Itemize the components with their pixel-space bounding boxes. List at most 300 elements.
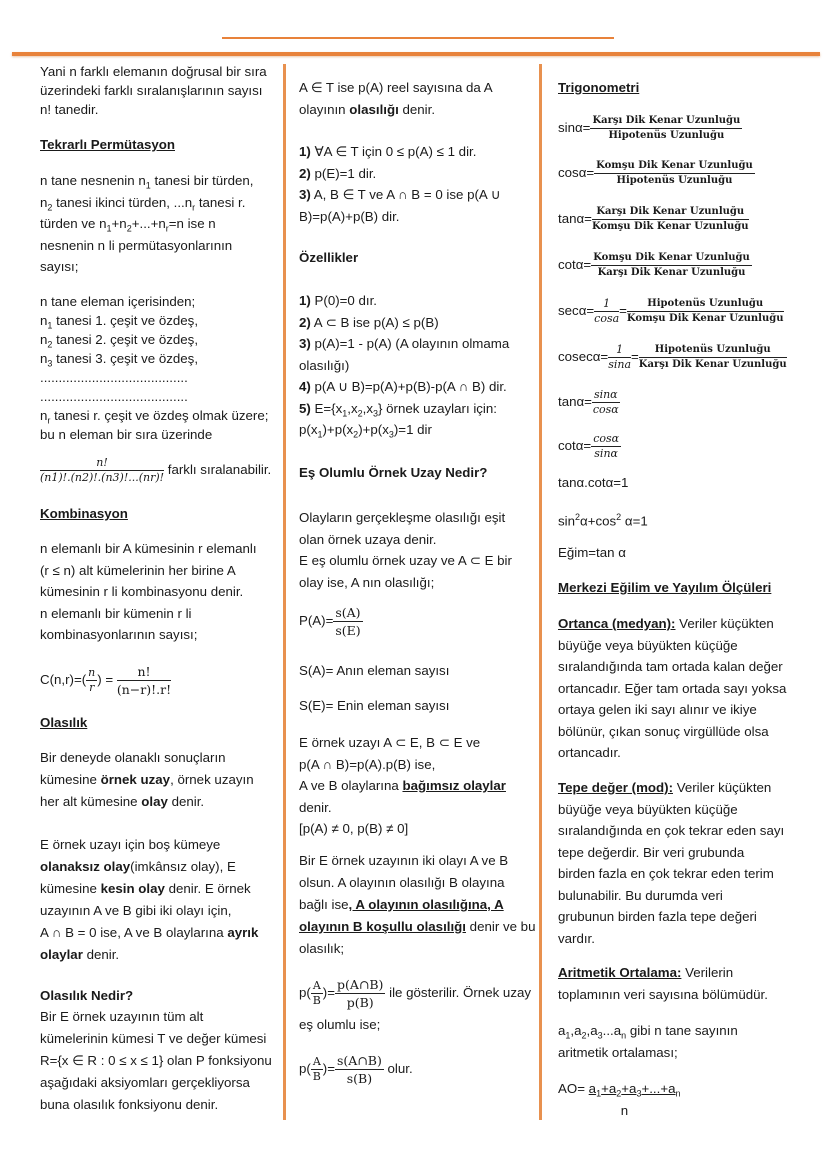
- bold-text: olay: [141, 794, 168, 809]
- text-run: olay ise, A nın olasılığı;: [299, 574, 435, 590]
- fraction-numerator: Komşu Dik Kenar Uzunluğu: [594, 159, 755, 174]
- text-run: p(E)=1 dir.: [310, 165, 377, 181]
- subscript: 1: [145, 180, 151, 191]
- text-line: [299, 99, 543, 121]
- text-run: Yani n farklı elemanın doğrusal bir sıra: [40, 64, 267, 79]
- text-run: n: [40, 194, 48, 210]
- text-run: bağlı ise: [299, 897, 349, 912]
- text-run: ile gösterilir. Örnek uzay: [385, 985, 532, 1000]
- fraction-denominator: (n−r)!.r!: [116, 681, 172, 697]
- axioms-list: [299, 141, 543, 227]
- bold-text: Ortanca (medyan):: [558, 616, 676, 631]
- fraction-numerator: A: [312, 1054, 321, 1068]
- subscript: 1: [596, 1088, 602, 1099]
- text-line: [299, 529, 543, 551]
- text-run: sin: [558, 513, 575, 529]
- text-run: denir.: [299, 799, 332, 815]
- text-run: bulunabilir. Bu durumda veri: [558, 887, 723, 903]
- bold-text: olanaksız olay: [40, 859, 131, 874]
- pa-formula: [299, 603, 543, 639]
- cos-formula: [558, 155, 820, 191]
- fraction-numerator: s(A): [335, 604, 361, 620]
- sa-definition: [299, 660, 543, 682]
- fraction-numerator: cosα: [593, 431, 620, 445]
- text-run: =: [619, 303, 627, 318]
- text-line: [299, 818, 543, 840]
- text-line: [558, 962, 820, 984]
- text-line: [40, 747, 284, 769]
- tan-formula: [558, 201, 820, 237]
- text-run: olasılık;: [299, 941, 345, 956]
- text-run: +...+n: [131, 216, 166, 231]
- text-run: (imkânsız olay), E: [130, 859, 236, 874]
- text-run: denir. E örnek: [164, 881, 251, 896]
- text-line: [40, 100, 284, 119]
- bold-text: Özellikler: [299, 250, 359, 265]
- text-run: A, B ∈ T ve A ∩ B = 0 ise p(A ∪: [310, 187, 501, 202]
- fraction-denominator: sinα: [594, 446, 618, 460]
- fraction: [592, 388, 620, 417]
- text-run: kombinasyonlarının sayısı;: [40, 627, 198, 642]
- text-run: birden fazla en çok tekrar eden terim: [558, 866, 774, 881]
- fraction-denominator: Karşı Dik Kenar Uzunluğu: [597, 266, 746, 278]
- text-line: [558, 906, 820, 928]
- text-run: sayısı;: [40, 259, 79, 274]
- text-run: tanα.cotα=1: [558, 475, 629, 490]
- median-text: [558, 613, 820, 764]
- formula-line: [558, 247, 820, 283]
- header-rule-short: [222, 37, 614, 39]
- bold-text: Merkezi Eğilim ve Yayılım Ölçüleri: [558, 580, 772, 595]
- subscript: n: [621, 1030, 627, 1041]
- text-run: cotα=: [558, 257, 592, 272]
- text-line: [40, 900, 284, 922]
- text-run: olur.: [383, 1061, 413, 1076]
- text-run: +...+a: [641, 1081, 676, 1096]
- subscript: 2: [126, 223, 132, 234]
- fraction-denominator: cosa: [594, 311, 620, 325]
- text-run: toplamının veri sayısına bölümüdür.: [558, 987, 768, 1002]
- text-run: +a: [621, 1081, 637, 1096]
- text-line: [40, 878, 284, 900]
- text-line: [40, 387, 284, 406]
- text-run: secα=: [558, 303, 595, 318]
- equally-likely-note: [299, 1014, 543, 1036]
- formula-line: [558, 293, 820, 329]
- subscript: 2: [581, 1030, 587, 1041]
- text-run: n: [40, 332, 48, 347]
- text-run: A ve B olaylarına: [299, 778, 403, 793]
- text-run: p(: [299, 1061, 311, 1076]
- text-run: Eğim=tan α: [558, 545, 626, 560]
- text-run: B)=p(A)+p(B) dir.: [299, 208, 400, 224]
- bold-text: 3): [299, 336, 311, 351]
- fraction-numerator: n!: [117, 663, 171, 681]
- text-line: [558, 678, 820, 700]
- text-run: gibi n tane sayının: [626, 1023, 738, 1038]
- text-run: tanesi 3. çeşit ve özdeş,: [52, 351, 199, 366]
- text-line: [558, 77, 820, 99]
- text-line: [40, 1028, 284, 1050]
- text-line: [40, 1094, 284, 1116]
- subscript: 2: [47, 339, 53, 350]
- text-run: n: [40, 351, 48, 366]
- text-run: C(n,r)=(: [40, 672, 87, 687]
- probability-real-number: [299, 77, 543, 121]
- text-line: [299, 184, 543, 206]
- bold-text: 2): [299, 314, 311, 330]
- text-run: ,x: [362, 400, 373, 416]
- text-run: olan örnek uzaya denir.: [299, 531, 437, 547]
- text-run: )+p(x: [358, 422, 389, 437]
- text-line: [40, 235, 284, 257]
- fraction-denominator: B: [312, 1069, 321, 1083]
- subscript: 2: [353, 429, 359, 440]
- text-run: olsun. A olayının olasılığı B olayına: [299, 875, 505, 890]
- formula-line: [558, 339, 820, 375]
- pythagorean-identity: [558, 507, 820, 529]
- text-run: a: [588, 1081, 597, 1096]
- fraction: [591, 432, 621, 461]
- text-run: cosα=: [558, 165, 595, 180]
- bold-text: 5): [299, 400, 311, 416]
- text-line: [40, 856, 284, 878]
- text-line: [40, 81, 284, 100]
- text-line: [299, 141, 543, 163]
- text-line: [558, 577, 820, 599]
- text-line: [299, 419, 543, 441]
- text-line: [558, 656, 820, 678]
- text-line: [40, 944, 284, 966]
- text-line: [299, 376, 543, 398]
- text-run: S(A)= Anın eleman sayısı: [299, 663, 450, 678]
- text-line: [558, 613, 820, 635]
- subscript: 2: [47, 202, 53, 213]
- mean-formula: [558, 1078, 820, 1121]
- arithmetic-mean-text: [558, 962, 820, 1006]
- fraction-denominator: Komşu Dik Kenar Uzunluğu: [626, 312, 784, 324]
- text-run: uzayının A ve B gibi iki olayı için,: [40, 903, 232, 918]
- mode-text: [558, 777, 820, 949]
- probability-definition: [40, 1006, 284, 1116]
- cosec-formula: [558, 339, 820, 375]
- text-line: [40, 425, 284, 444]
- text-run: ........................................: [40, 389, 188, 404]
- conditional-formula: [299, 975, 543, 1011]
- text-run: [p(A) ≠ 0, p(B) ≠ 0]: [299, 821, 409, 836]
- text-line: [299, 312, 543, 334]
- tan-cot-identity: [558, 472, 820, 494]
- text-line: [558, 820, 820, 842]
- text-line: [40, 349, 284, 368]
- text-run: tanesi bir türden,: [150, 173, 254, 188]
- fraction-denominator: s(E): [335, 622, 361, 638]
- fraction-denominator: p(B): [346, 994, 374, 1010]
- text-line: [299, 1014, 543, 1036]
- text-run: tanesi ikinci türden, ...n: [52, 194, 193, 210]
- text-run: +n: [111, 216, 127, 231]
- text-line: [558, 1020, 820, 1042]
- text-line: [299, 398, 543, 420]
- events-text: [40, 834, 284, 966]
- bold-text: 1): [299, 144, 311, 159]
- text-run: denir.: [398, 102, 436, 117]
- fraction-denominator: sina: [608, 357, 632, 371]
- text-line: [40, 624, 284, 646]
- text-line: [299, 355, 543, 377]
- text-run: =: [631, 349, 639, 364]
- text-line: [40, 1072, 284, 1094]
- text-run: n: [558, 1102, 629, 1118]
- fraction-denominator: Karşı Dik Kenar Uzunluğu: [638, 358, 787, 370]
- fraction-numerator: Komşu Dik Kenar Uzunluğu: [591, 251, 752, 266]
- permutation-formula: [40, 452, 284, 488]
- text-run: ,x: [347, 400, 358, 416]
- formula-line: [299, 603, 543, 639]
- fraction: [639, 343, 787, 372]
- text-run: E örnek uzayı için boş kümeye: [40, 837, 221, 852]
- text-line: [299, 572, 543, 594]
- text-run: )=1 dir: [393, 422, 432, 437]
- fraction-numerator: p(A∩B): [336, 976, 384, 992]
- fraction-numerator: sinα: [593, 387, 618, 401]
- fraction-numerator: 1: [608, 343, 631, 358]
- bold-text: Aritmetik Ortalama:: [558, 965, 682, 980]
- fraction: [86, 666, 97, 695]
- text-run: Veriler küçükten: [675, 616, 774, 631]
- text-run: büyüğe veya büyükten küçüğe: [558, 637, 738, 653]
- fraction-denominator: cosα: [592, 402, 619, 416]
- formula-line: [40, 662, 284, 698]
- text-line: [558, 799, 820, 821]
- text-run: S(E)= Enin eleman sayısı: [299, 698, 450, 713]
- text-run: AO=: [558, 1081, 589, 1096]
- independent-events-text: [299, 732, 543, 840]
- fraction-denominator: r: [89, 680, 95, 694]
- text-run: türden ve n: [40, 216, 107, 231]
- text-run: )+p(x: [322, 422, 354, 437]
- text-run: farklı sıralanabilir.: [164, 462, 272, 477]
- text-run: Verilerin: [681, 965, 734, 980]
- text-run: cosecα=: [558, 349, 609, 364]
- subscript: 1: [317, 429, 323, 440]
- bold-text: Kombinasyon: [40, 506, 128, 521]
- bold-text: Eş Olumlu Örnek Uzay Nedir?: [299, 465, 488, 480]
- subscript: 1: [106, 223, 112, 234]
- text-run: p(: [299, 985, 311, 1000]
- text-run: R={x ∈ R : 0 ≤ x ≤ 1} olan P fonksiyonu: [40, 1053, 272, 1068]
- text-line: [299, 732, 543, 754]
- subscript: 2: [616, 1088, 622, 1099]
- text-line: [40, 503, 284, 525]
- text-line: [40, 62, 284, 81]
- text-line: [299, 333, 543, 355]
- text-run: kümesine: [40, 881, 101, 896]
- text-line: [299, 206, 543, 228]
- text-run: ,a: [570, 1023, 582, 1038]
- text-run: sıralandığında en çok tekrar eden sayı: [558, 823, 785, 838]
- fraction: [333, 604, 362, 639]
- tan-ratio-formula: [558, 384, 820, 420]
- text-line: [558, 472, 820, 494]
- heading-kombinasyon: [40, 503, 284, 525]
- permutation-intro: [40, 62, 284, 119]
- subscript: 3: [47, 358, 53, 369]
- text-line: [558, 742, 820, 764]
- text-run: ,a: [586, 1023, 598, 1038]
- text-line: [40, 134, 284, 156]
- text-run: )=: [322, 1061, 335, 1076]
- text-run: , örnek uzayın: [170, 772, 254, 787]
- subscript: 2: [357, 408, 363, 419]
- text-run: Bir E örnek uzayının tüm alt: [40, 1009, 204, 1024]
- fraction-denominator: B: [312, 993, 321, 1007]
- text-line: [40, 311, 284, 330]
- bold-text: örnek uzay: [100, 772, 171, 787]
- text-run: olayının: [299, 102, 350, 117]
- text-line: [40, 1006, 284, 1028]
- text-line: [558, 842, 820, 864]
- formula-line: [558, 201, 820, 237]
- fraction-denominator: Komşu Dik Kenar Uzunluğu: [591, 220, 749, 232]
- text-run: olasılığı): [299, 357, 350, 373]
- text-run: ortaya gelen iki sayı alınır ve ikiye: [558, 702, 757, 717]
- heading-ozellikler: [299, 247, 543, 269]
- text-run: p(A)=1 - p(A) (A olayının olmama: [310, 336, 510, 351]
- text-run: α=1: [621, 513, 648, 529]
- fraction: [117, 663, 171, 698]
- fraction-denominator: Hipotenüs Uzunluğu: [608, 129, 725, 141]
- text-run: eş olumlu ise;: [299, 1017, 381, 1032]
- se-definition: [299, 695, 543, 717]
- text-run: denir ve bu: [465, 919, 536, 934]
- text-run: n elemanlı bir A kümesinin r elemanlı: [40, 541, 257, 556]
- fraction-numerator: A: [312, 978, 321, 992]
- text-run: n: [40, 408, 48, 423]
- fraction: [594, 297, 619, 326]
- text-line: [40, 292, 284, 311]
- subscript: 3: [636, 1088, 642, 1099]
- text-run: +a: [601, 1081, 617, 1096]
- fraction-numerator: Karşı Dik Kenar Uzunluğu: [592, 205, 749, 220]
- text-line: [299, 247, 543, 269]
- text-line: [40, 581, 284, 603]
- formula-line: [558, 155, 820, 191]
- equally-likely-text: [299, 507, 543, 593]
- superscript: 2: [616, 512, 622, 522]
- text-run: ...a: [602, 1023, 622, 1038]
- slope-formula: [558, 542, 820, 564]
- text-run: tanesi r.: [195, 194, 246, 210]
- text-run: ortancadır. Eğer tam ortada sayı yoksa: [558, 680, 787, 696]
- bold-text: 1): [299, 293, 311, 308]
- text-line: [299, 290, 543, 312]
- text-line: [40, 213, 284, 235]
- text-run: denir.: [82, 947, 120, 962]
- text-run: =n ise n: [168, 216, 216, 231]
- fraction: [592, 205, 749, 234]
- text-line: [558, 635, 820, 657]
- fraction-numerator: n!: [40, 456, 164, 471]
- sin-formula: [558, 110, 820, 146]
- text-run: n tane nesnenin n: [40, 173, 146, 188]
- subscript: 3: [388, 429, 394, 440]
- cot-formula: [558, 247, 820, 283]
- text-run: n elemanlı bir kümenin r li: [40, 605, 192, 621]
- text-run: n: [40, 313, 48, 328]
- text-line: [40, 538, 284, 560]
- text-run: ortancadır.: [558, 745, 621, 760]
- bold-text: ayrık: [227, 925, 259, 940]
- bold-text: Olasılık: [40, 715, 88, 730]
- text-line: [558, 542, 820, 564]
- bold-text: Trigonometri: [558, 80, 640, 95]
- subscript: 1: [342, 408, 348, 419]
- fraction: [311, 1055, 323, 1084]
- text-line: [299, 163, 543, 185]
- subscript: r: [47, 415, 51, 426]
- text-run: denir.: [167, 794, 205, 809]
- text-line: [40, 192, 284, 214]
- text-line: [40, 603, 284, 625]
- formula-line: [299, 975, 543, 1011]
- formula-line: [558, 110, 820, 146]
- fraction: [335, 1052, 384, 1087]
- fraction-numerator: 1: [594, 297, 619, 312]
- text-run: cotα=: [558, 438, 592, 453]
- text-run: tanesi 1. çeşit ve özdeş,: [52, 313, 199, 328]
- text-run: p(A ∩ B)=p(A).p(B) ise,: [299, 756, 436, 772]
- fraction-numerator: Hipotenüs Uzunluğu: [639, 343, 787, 358]
- text-line: [299, 797, 543, 819]
- combination-formula: [40, 662, 284, 698]
- text-run: E eş olumlu örnek uzay ve A ⊂ E bir: [299, 553, 512, 568]
- fraction: [40, 456, 164, 485]
- fraction: [591, 251, 752, 280]
- text-run: büyüğe veya büyükten küçüğe: [558, 801, 738, 817]
- text-line: [40, 560, 284, 582]
- text-line: [40, 834, 284, 856]
- identical-elements-list: [40, 292, 284, 444]
- text-line: [299, 916, 543, 938]
- text-line: [299, 775, 543, 797]
- fraction-numerator: Karşı Dik Kenar Uzunluğu: [590, 114, 742, 129]
- bold-text: olasılığı: [349, 102, 399, 117]
- text-line: [299, 462, 543, 484]
- subscript: 1: [47, 320, 53, 331]
- bold-text: bağımsız olaylar: [402, 778, 506, 793]
- text-run: sıralandığında tam ortada kalan değer: [558, 659, 783, 674]
- fraction: [594, 159, 755, 188]
- fraction-denominator: (n1)!.(n2)!.(n3)!...(nr)!: [40, 470, 165, 484]
- text-run: bölünür, çıkan sonuç virgüllüde olsa: [558, 723, 769, 739]
- text-run: A ∈ T ise p(A) reel sayısına da A: [299, 80, 493, 95]
- heading-trigonometri: [558, 77, 820, 99]
- text-run: ........................................: [40, 370, 188, 385]
- text-run: P(0)=0 dır.: [310, 293, 377, 308]
- text-run: ∀A ∈ T için 0 ≤ p(A) ≤ 1 dir.: [310, 144, 477, 159]
- text-run: tanα=: [558, 394, 592, 409]
- formula-line: [40, 452, 284, 488]
- combination-text: [40, 538, 284, 646]
- text-run: E={x: [310, 400, 343, 416]
- text-line: [299, 550, 543, 572]
- text-run: a: [558, 1023, 566, 1038]
- text-run: P(A)=: [299, 613, 334, 628]
- text-line: [299, 894, 543, 916]
- text-line: [558, 699, 820, 721]
- bold-text: olayının B koşullu olasılığı: [299, 919, 466, 934]
